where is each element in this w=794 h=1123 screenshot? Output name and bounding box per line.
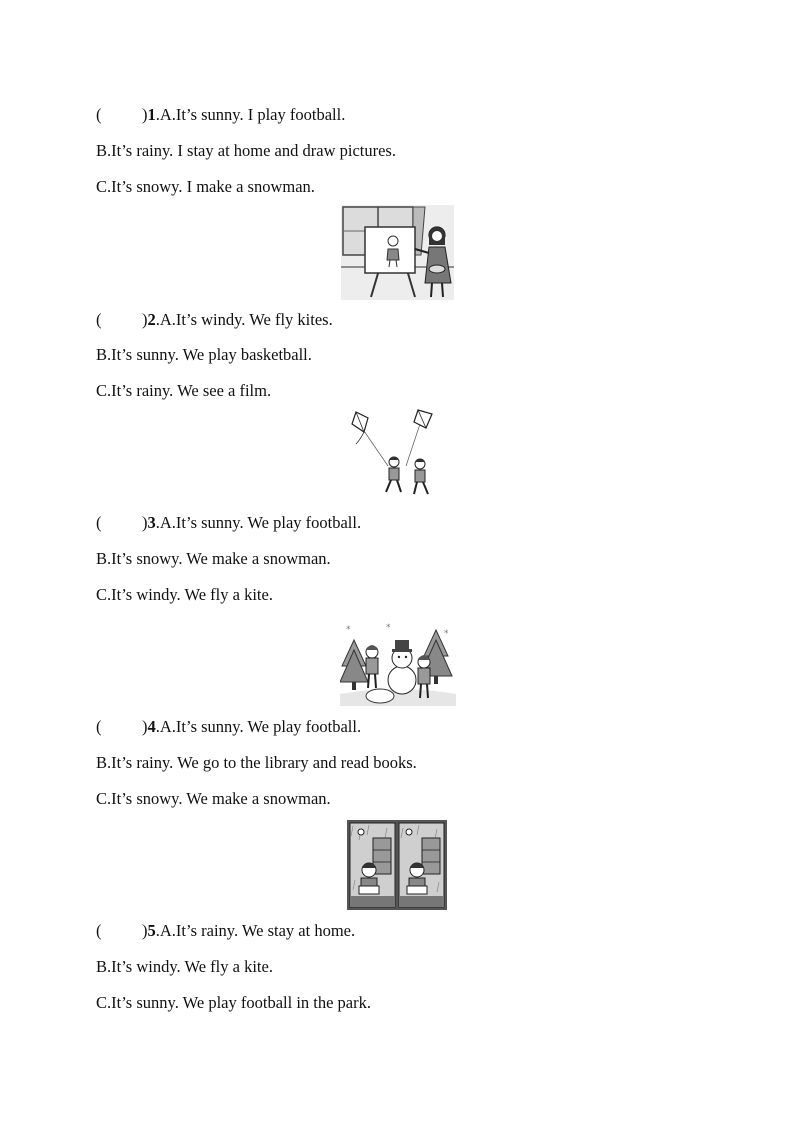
question-1-option-c: C.It’s snowy. I make a snowman. xyxy=(96,177,315,196)
question-5-option-c: C.It’s sunny. We play football in the park. xyxy=(96,993,372,1012)
question-number: 2 xyxy=(147,310,156,329)
answer-bracket[interactable]: ( xyxy=(96,921,102,940)
question-number: 3 xyxy=(147,513,156,532)
svg-text:*: * xyxy=(444,629,449,639)
svg-text:*: * xyxy=(346,625,351,635)
children-making-snowman-picture xyxy=(340,620,456,706)
option-a-text: A.It’s sunny. We play football. xyxy=(159,717,362,736)
question-3-option-c: C.It’s windy. We fly a kite. xyxy=(96,585,273,604)
boys-flying-kites-picture xyxy=(348,408,440,500)
girl-painting-picture xyxy=(341,205,454,300)
question-2-option-c: C.It’s rainy. We see a film. xyxy=(96,381,272,400)
option-a-text: A.It’s sunny. We play football. xyxy=(159,513,362,532)
question-4-option-c: C.It’s snowy. We make a snowman. xyxy=(96,789,331,808)
question-2-option-a: ( )2.A.It’s windy. We fly kites. xyxy=(96,310,333,329)
answer-bracket[interactable]: ( xyxy=(96,717,102,736)
option-a-text: A.It’s sunny. I play football. xyxy=(159,105,346,124)
question-2-option-b: B.It’s sunny. We play basketball. xyxy=(96,345,312,364)
question-5-option-b: B.It’s windy. We fly a kite. xyxy=(96,957,273,976)
answer-bracket[interactable]: ( xyxy=(96,513,102,532)
question-1-option-a: ( )1.A.It’s sunny. I play football. xyxy=(96,105,346,124)
children-reading-in-library-picture xyxy=(347,820,447,910)
answer-bracket[interactable]: ( xyxy=(96,105,102,124)
question-3-option-b: B.It’s snowy. We make a snowman. xyxy=(96,549,331,568)
question-number: 1 xyxy=(147,105,156,124)
question-number: 5 xyxy=(147,921,156,940)
svg-text:*: * xyxy=(386,623,391,633)
question-number: 4 xyxy=(147,717,156,736)
question-4-option-a: ( )4.A.It’s sunny. We play football. xyxy=(96,717,362,736)
answer-bracket[interactable]: ( xyxy=(96,310,102,329)
question-3-option-a: ( )3.A.It’s sunny. We play football. xyxy=(96,513,362,532)
question-4-option-b: B.It’s rainy. We go to the library and read books. xyxy=(96,753,417,772)
option-a-text: A.It’s rainy. We stay at home. xyxy=(159,921,356,940)
question-5-option-a: ( )5.A.It’s rainy. We stay at home. xyxy=(96,921,356,940)
option-a-text: A.It’s windy. We fly kites. xyxy=(159,310,333,329)
question-1-option-b: B.It’s rainy. I stay at home and draw pictures. xyxy=(96,141,396,160)
